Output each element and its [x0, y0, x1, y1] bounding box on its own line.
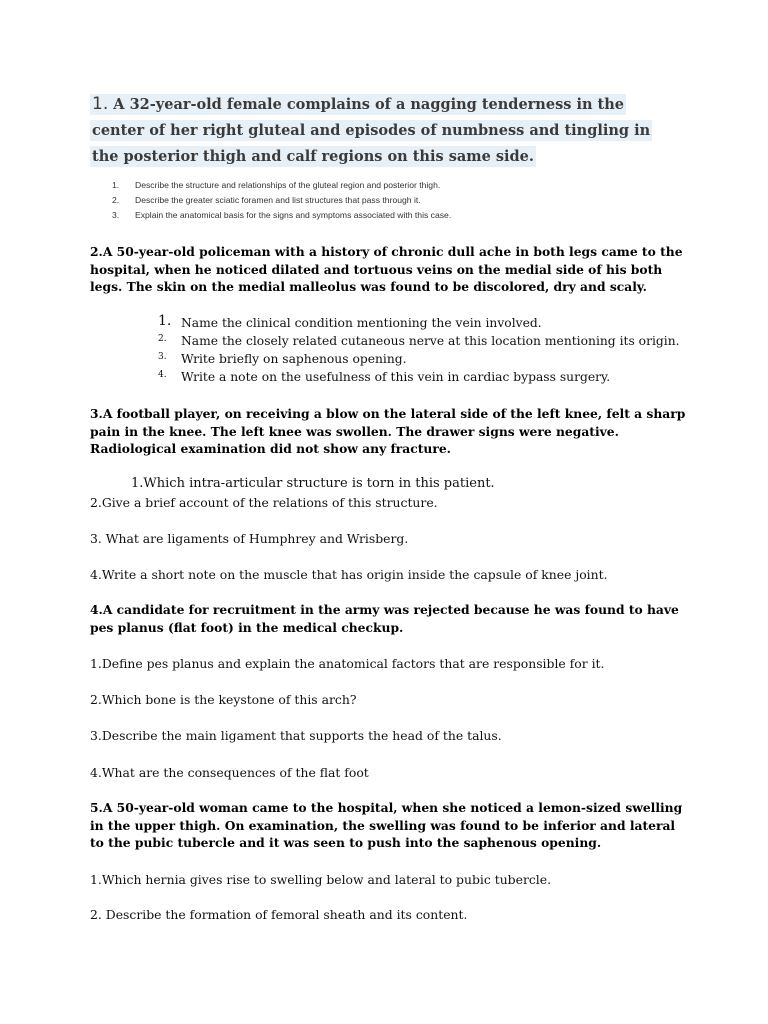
q1-text: A 32-year-old female complains of a nagging tenderness in the center of her right gluteal and episodes of numbness and tingling in the posterior thigh and calf regions on this same side. [92, 96, 651, 165]
q2-text: 2.A 50-year-old policeman with a history of chronic dull ache in both legs came to the hospital, when he noticed dilated and tortuous veins on the medial side of his both legs. The skin on the medial malleolus was found to be discolored, dry and scaly. [90, 244, 683, 295]
q1-number: 1. [92, 94, 109, 114]
q3-text: 3.A football player, on receiving a blow on the lateral side of the left knee, felt a sharp pain in the knee. The left knee was swollen. The drawer signs were negative. Radiological examination did not show any fracture. [90, 406, 686, 457]
q3-item: 2.Give a brief account of the relations of this structure. [90, 495, 438, 510]
q3-item: 4.Write a short note on the muscle that has origin inside the capsule of knee joint. [90, 567, 608, 582]
q5-text: 5.A 50-year-old woman came to the hospital, when she noticed a lemon-sized swelling in the upper thigh. On examination, the swelling was found to be inferior and lateral to the pubic tubercle and it was seen to push into the saphenous opening. [90, 800, 683, 851]
q3-item: 3. What are ligaments of Humphrey and Wrisberg. [90, 531, 409, 546]
q5-item: 1.Which hernia gives rise to swelling below and lateral to pubic tubercle. [90, 872, 552, 887]
q1-heading [90, 91, 680, 170]
q3-item: 1.Which intra-articular structure is torn in this patient. [131, 476, 495, 491]
q4-item: 2.Which bone is the keystone of this arch? [90, 692, 357, 707]
q4-item: 1.Define pes planus and explain the anatomical factors that are responsible for it. [90, 656, 605, 671]
q4-item: 3.Describe the main ligament that supports the head of the talus. [90, 728, 502, 743]
q5-item: 2. Describe the formation of femoral sheath and its content. [90, 907, 468, 922]
q4-text: 4.A candidate for recruitment in the army was rejected because he was found to have pes planus (flat foot) in the medical checkup. [90, 602, 679, 635]
q4-item: 4.What are the consequences of the flat foot [90, 765, 369, 780]
